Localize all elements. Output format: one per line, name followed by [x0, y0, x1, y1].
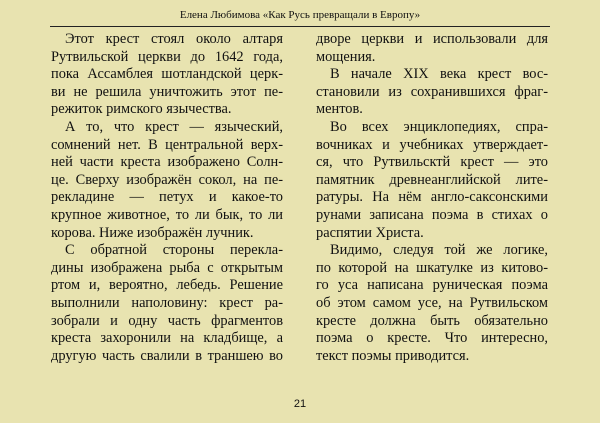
text-line: дворе церкви и использовали для — [316, 31, 548, 47]
header-divider — [50, 26, 550, 27]
text-line: це. Сверху изображён сокол, на пе- — [51, 171, 283, 188]
running-header: Елена Любимова «Как Русь превращали в Европу» — [179, 9, 421, 21]
text-line: сомнений нет. В центральной верх- — [51, 136, 283, 153]
text-line: корова. Ниже изображён лучник. — [51, 224, 254, 241]
text-line: ратуры. На нём англо-саксонскими — [316, 189, 548, 206]
paragraph — [316, 31, 548, 66]
text-line: об этом самом усе, на Рутвильском — [316, 294, 548, 311]
paragraph — [51, 31, 283, 119]
text-line: дины изображена рыба с открытым — [51, 259, 283, 276]
text-line: вочниках и учебниках утверждает- — [316, 136, 548, 153]
text-line: ртом и, вероятно, лебедь. Решение — [51, 277, 283, 294]
text-line: кресте должна быть обязательно — [316, 312, 548, 329]
paragraph — [51, 242, 283, 365]
text-line: креста захоронили на кладбище, а — [51, 330, 283, 347]
text-line: ментов. — [316, 101, 363, 118]
text-line: зобрали и одну часть фрагментов — [51, 312, 283, 329]
text-line: рекладине — петух и какое-то — [51, 189, 283, 206]
text-line: Этот крест стоял около алтаря — [65, 31, 283, 47]
text-line: выполнили наполовину: крест ра- — [51, 294, 283, 311]
text-line: рунами записана поэма в стихах о — [316, 206, 548, 223]
text-line: крупное животное, то ли бык, то ли — [51, 206, 283, 223]
text-line: А то, что крест — языческий, — [65, 118, 283, 135]
text-line: Видимо, следуя той же логике, — [330, 242, 548, 259]
text-line: ней части креста изображено Солн- — [51, 154, 283, 171]
text-line: по которой на шкатулке из китово- — [316, 259, 548, 276]
paragraph — [316, 66, 548, 119]
text-line: поэма о кресте. Что интересно, — [316, 330, 548, 347]
left-column — [51, 31, 283, 365]
text-line: мощения. — [316, 48, 376, 65]
text-line: ви не решила уничтожить этот пе- — [51, 83, 283, 100]
paragraph — [316, 119, 548, 242]
text-line: режиток римского язычества. — [51, 101, 232, 118]
text-line: Рутвильской церкви до 1642 года, — [51, 48, 283, 65]
text-line: Во всех энциклопедиях, спра- — [330, 118, 548, 135]
text-line: другую часть свалили в траншею во — [51, 347, 283, 364]
text-line: распятии Христа. — [316, 224, 424, 241]
text-line: становили из сохранившихся фраг- — [316, 83, 548, 100]
page-number: 21 — [293, 398, 307, 410]
text-line: ся, что Рутвильсктй крест — это — [316, 154, 548, 171]
text-line: памятник древнеанглийской лите- — [316, 171, 548, 188]
text-line: В начале XIX века крест вос- — [330, 66, 548, 83]
right-column — [316, 31, 548, 365]
text-line: го уса написана руническая поэма — [316, 277, 548, 294]
paragraph — [51, 119, 283, 242]
text-line: С обратной стороны перекла- — [65, 242, 283, 259]
paragraph — [316, 242, 548, 365]
text-line: текст поэмы приводится. — [316, 347, 470, 364]
text-line: пока Ассамблея шотландской церк- — [51, 66, 283, 83]
